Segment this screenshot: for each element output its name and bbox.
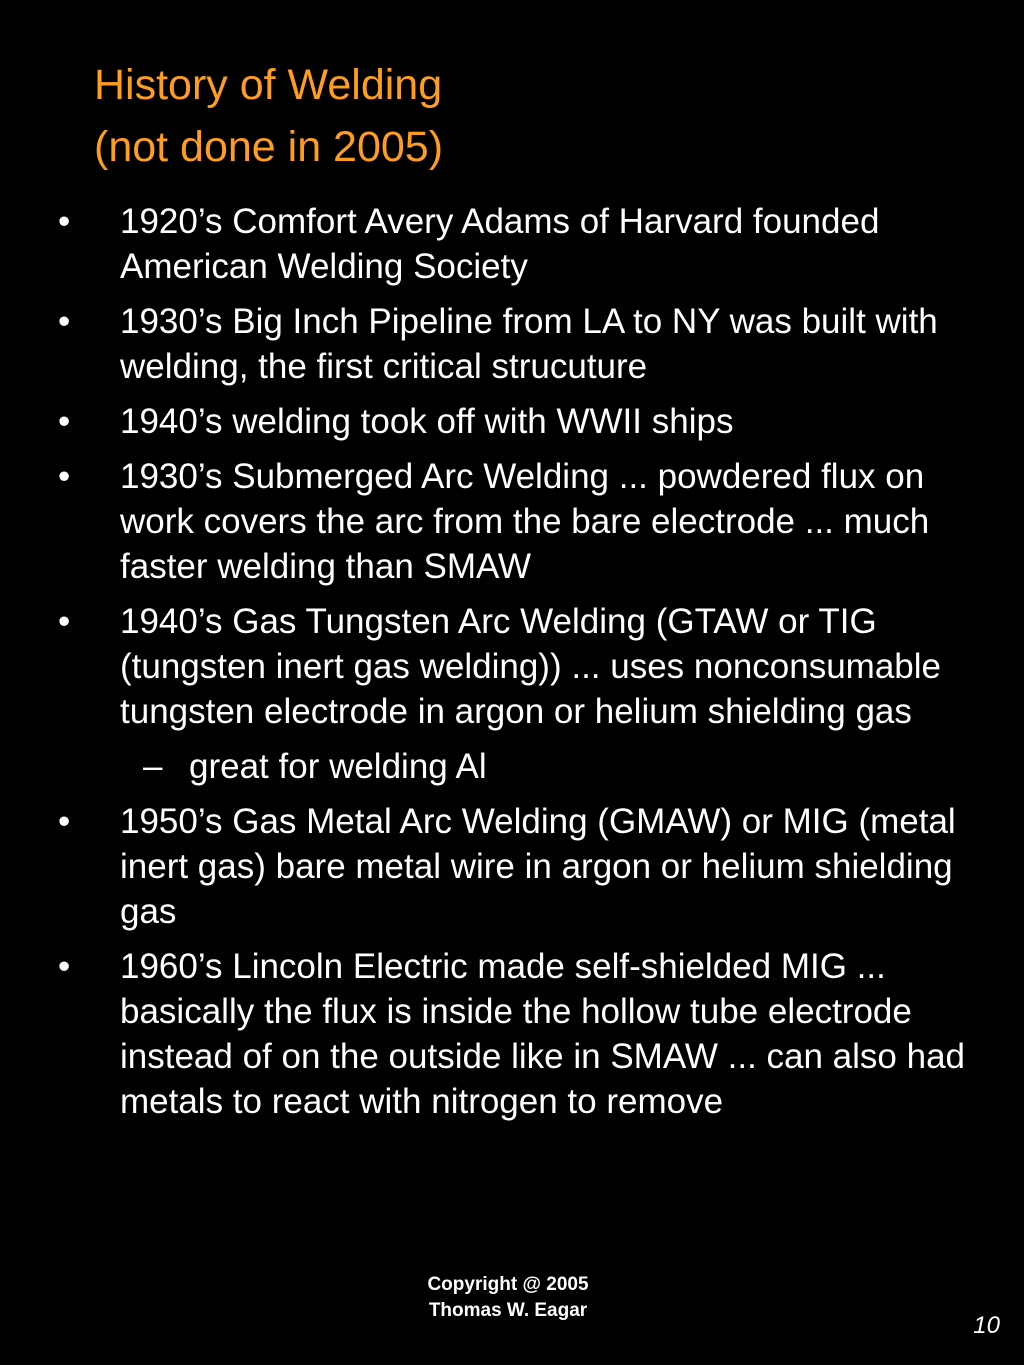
bullet-item-1940s-wwii xyxy=(0,399,1024,444)
bullet-text: 1940’s Gas Tungsten Arc Welding (GTAW or TIG (tungsten inert gas welding)) ... uses nonconsumable tungsten electrode in argon or helium shielding gas xyxy=(120,602,942,731)
bullet-text: 1930’s Submerged Arc Welding ... powdered flux on work covers the arc from the bare electrode ... much faster welding than SMAW xyxy=(120,457,930,586)
bullet-icon: • xyxy=(58,602,71,641)
bullet-item-1930s-pipeline xyxy=(0,299,1024,389)
sub-bullet-text: great for welding Al xyxy=(189,747,487,786)
bullet-text: 1960’s Lincoln Electric made self-shielded MIG ... basically the flux is inside the hollow tube electrode instead of on the outside like in SMAW ... can also had metals to react with nitrogen to remove xyxy=(120,947,966,1121)
bullet-item-1920s xyxy=(0,199,1024,289)
sub-bullet-item-al xyxy=(0,744,1024,789)
bullet-item-1960s-lincoln xyxy=(0,944,1024,1124)
bullet-icon: • xyxy=(58,202,71,241)
title-line-2: (not done in 2005) xyxy=(94,123,444,171)
bullet-text: 1930’s Big Inch Pipeline from LA to NY was built with welding, the first critical strucuture xyxy=(120,302,938,386)
bullet-icon: • xyxy=(58,457,71,496)
bullet-icon: • xyxy=(58,302,71,341)
bullet-item-1940s-gtaw xyxy=(0,599,1024,734)
dash-icon: – xyxy=(143,747,163,786)
bullet-icon: • xyxy=(58,402,71,441)
bullet-item-1930s-submerged-arc xyxy=(0,454,1024,589)
bullet-list xyxy=(0,199,1024,1134)
footer-line-2: Thomas W. Eagar xyxy=(428,1300,588,1321)
bullet-text: 1940’s welding took off with WWII ships xyxy=(120,402,734,441)
bullet-item-1950s-gmaw xyxy=(0,799,1024,934)
bullet-text: 1920’s Comfort Avery Adams of Harvard founded American Welding Society xyxy=(120,202,880,286)
bullet-text: 1950’s Gas Metal Arc Welding (GMAW) or MIG (metal inert gas) bare metal wire in argon or helium shielding gas xyxy=(120,802,956,931)
title-line-1: History of Welding xyxy=(94,61,443,109)
copyright-footer xyxy=(300,1272,716,1324)
slide-title xyxy=(94,54,974,178)
bullet-icon: • xyxy=(58,802,71,841)
page-number: 10 xyxy=(973,1312,1000,1339)
footer-line-1: Copyright @ 2005 xyxy=(427,1274,589,1295)
bullet-icon: • xyxy=(58,947,71,986)
